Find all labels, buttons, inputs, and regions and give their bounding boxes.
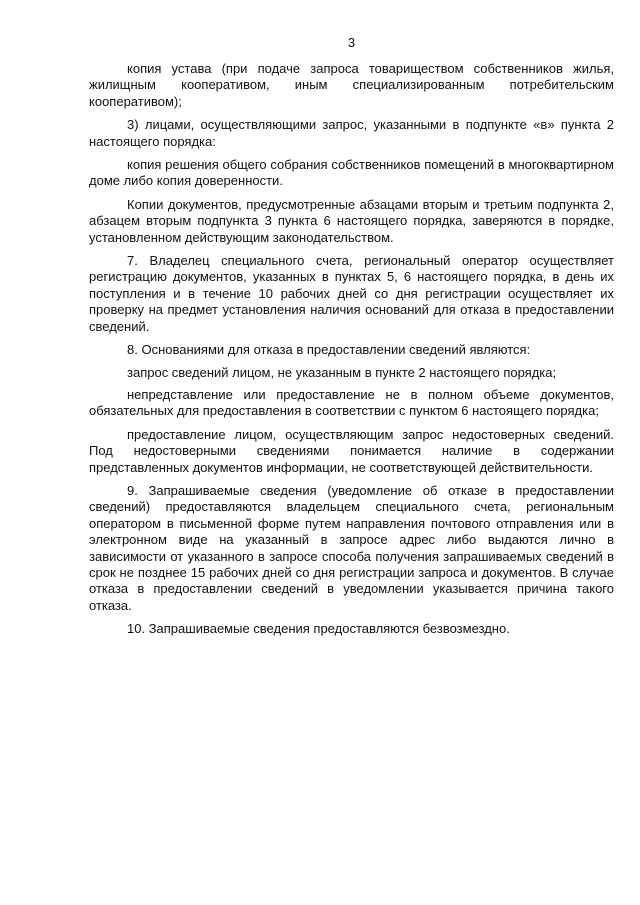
paragraph-document-copies: Копии документов, предусмотренные абзацами вторым и третьим подпункта 2, абзацем вторым подпункта 3 пункта 6 настоящего порядка, заверяются в порядке, установленном действующим законодательством. bbox=[89, 196, 614, 245]
paragraph-item-10: 10. Запрашиваемые сведения предоставляются безвозмездно. bbox=[127, 621, 510, 637]
paragraph-meeting-decision: копия решения общего собрания собственников помещений в многоквартирном доме либо копия доверенности. bbox=[89, 157, 614, 189]
paragraph-item-7: 7. Владелец специального счета, региональный оператор осуществляет регистрацию документов, указанных в пунктах 5, 6 настоящего порядка, в день их поступления и в течение 10 рабочих дней со дня регистрации осуществляет их проверку на предмет установления наличия оснований для отказа в предоставлении сведений. bbox=[89, 253, 614, 334]
paragraph-refusal-reason-2: непредставление или предоставление не в полном объеме документов, обязательных для предоставления в соответствии с пунктом 6 настоящего порядка; bbox=[89, 386, 614, 419]
paragraph-charter-copy: копия устава (при подаче запроса товариществом собственников жилья, жилищным кооперативом, иным специализированным потребительским кооперативом); bbox=[89, 61, 614, 109]
paragraph-item-9: 9. Запрашиваемые сведения (уведомление об отказе в предоставлении сведений) предоставляются владельцем специального счета, региональным оператором в письменной форме путем направления почтового отправления или в электронном виде на указанный в запросе адрес либо выдаются лично в зависимости от указанного в запросе способа получения запрашиваемых сведений в срок не позднее 15 рабочих дней со дня регистрации запроса и документов. В случае отказа в предоставлении сведений в уведомлении указывается причина такого отказа. bbox=[89, 482, 614, 613]
paragraph-refusal-reason-1: запрос сведений лицом, не указанным в пункте 2 настоящего порядка; bbox=[127, 364, 557, 380]
page-number: 3 bbox=[347, 35, 356, 50]
paragraph-item-8: 8. Основаниями для отказа в предоставлении сведений являются: bbox=[127, 342, 531, 358]
paragraph-refusal-reason-3: предоставление лицом, осуществляющим запрос недостоверных сведений. Под недостоверными сведениями понимается наличие в содержании представленных документов информации, не соответствующей действительности. bbox=[89, 426, 614, 475]
paragraph-persons-subpoint-v: 3) лицами, осуществляющими запрос, указанными в подпункте «в» пункта 2 настоящего порядка: bbox=[89, 117, 614, 149]
